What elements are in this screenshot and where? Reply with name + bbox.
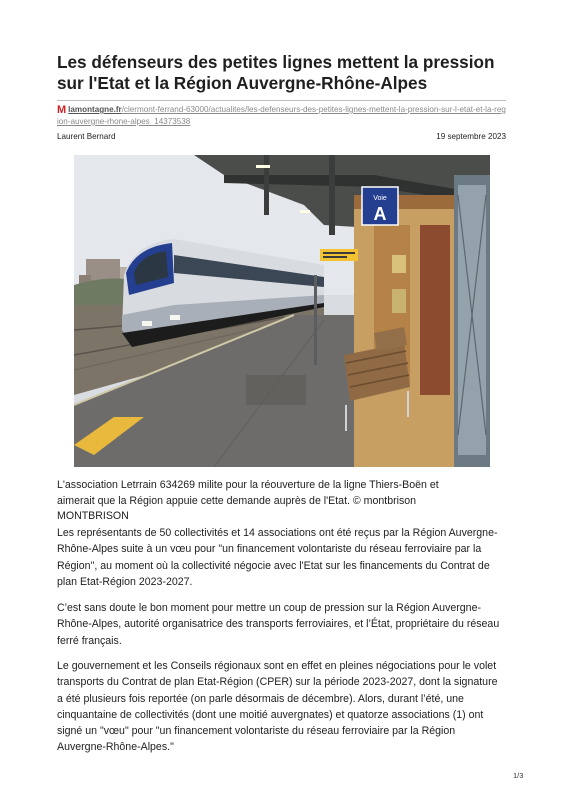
- source-domain-link[interactable]: lamontagne.fr: [68, 105, 122, 114]
- article-paragraph-1: Les représentants de 50 collectivités et 14 associations ont été reçus par la Région Auvergne-Rhône-Alpes suite à un vœu pour "un financement volontariste du réseau ferroviaire par la Région", au moment où la collectivité négocie avec l'Etat sur les financements du Contrat de plan Etat-Région 2023-2027.: [57, 527, 498, 588]
- page-number: 1/3: [513, 771, 524, 780]
- photo-caption: [57, 478, 506, 525]
- article-meta: [57, 132, 506, 144]
- source-line: [57, 104, 506, 127]
- caption-line: MONTBRISON: [57, 510, 129, 523]
- article-paragraph-3: Le gouvernement et les Conseils régionaux sont en effet en pleines négociations pour le volet transports du Contrat de plan Etat-Région (CPER) sur la période 2023-2027, dont la signature a été plusieurs fois reportée (on parle désormais de décembre). Alors, durant l’été, une cinquantaine de collectivités (dont une moitié auvergnates) et quatorze associations (1) ont signé un "vœu" pour "un financement volontariste du réseau ferroviaire par la Région Auvergne-Rhône-Alpes.": [57, 660, 498, 754]
- sign-voie-letter: A: [373, 204, 387, 224]
- publish-date: 19 septembre 2023: [436, 132, 506, 141]
- article-photo: [74, 155, 490, 467]
- author-name: Laurent Bernard: [57, 132, 116, 141]
- title-divider: [57, 100, 506, 101]
- caption-line: L'association Letrrain 634269 milite pour la réouverture de la ligne Thiers-Boën et: [57, 479, 439, 491]
- lamontagne-logo-icon: M: [57, 104, 67, 116]
- caption-line: aimerait que la Région appuie cette demande auprès de l'Etat. © montbrison: [57, 494, 417, 507]
- source-url-link[interactable]: /clermont-ferrand-63000/actualites/les-defenseurs-des-petites-lignes-mettent-la-pression-sur-l-etat-et-la-region-auvergne-rhone-alpes_14373538: [57, 105, 506, 126]
- train-station-illustration: [74, 155, 490, 467]
- article-paragraph-2: C’est sans doute le bon moment pour mettre un coup de pression sur la Région Auvergne-Rhône-Alpes, autorité organisatrice des transports ferroviaires, et l’État, propriétaire du réseau ferré français.: [57, 602, 500, 647]
- sign-voie-label: Voie: [373, 195, 387, 202]
- article-title: Les défenseurs des petites lignes mettent la pression sur l'Etat et la Région Auvergne-Rhône-Alpes: [57, 52, 495, 93]
